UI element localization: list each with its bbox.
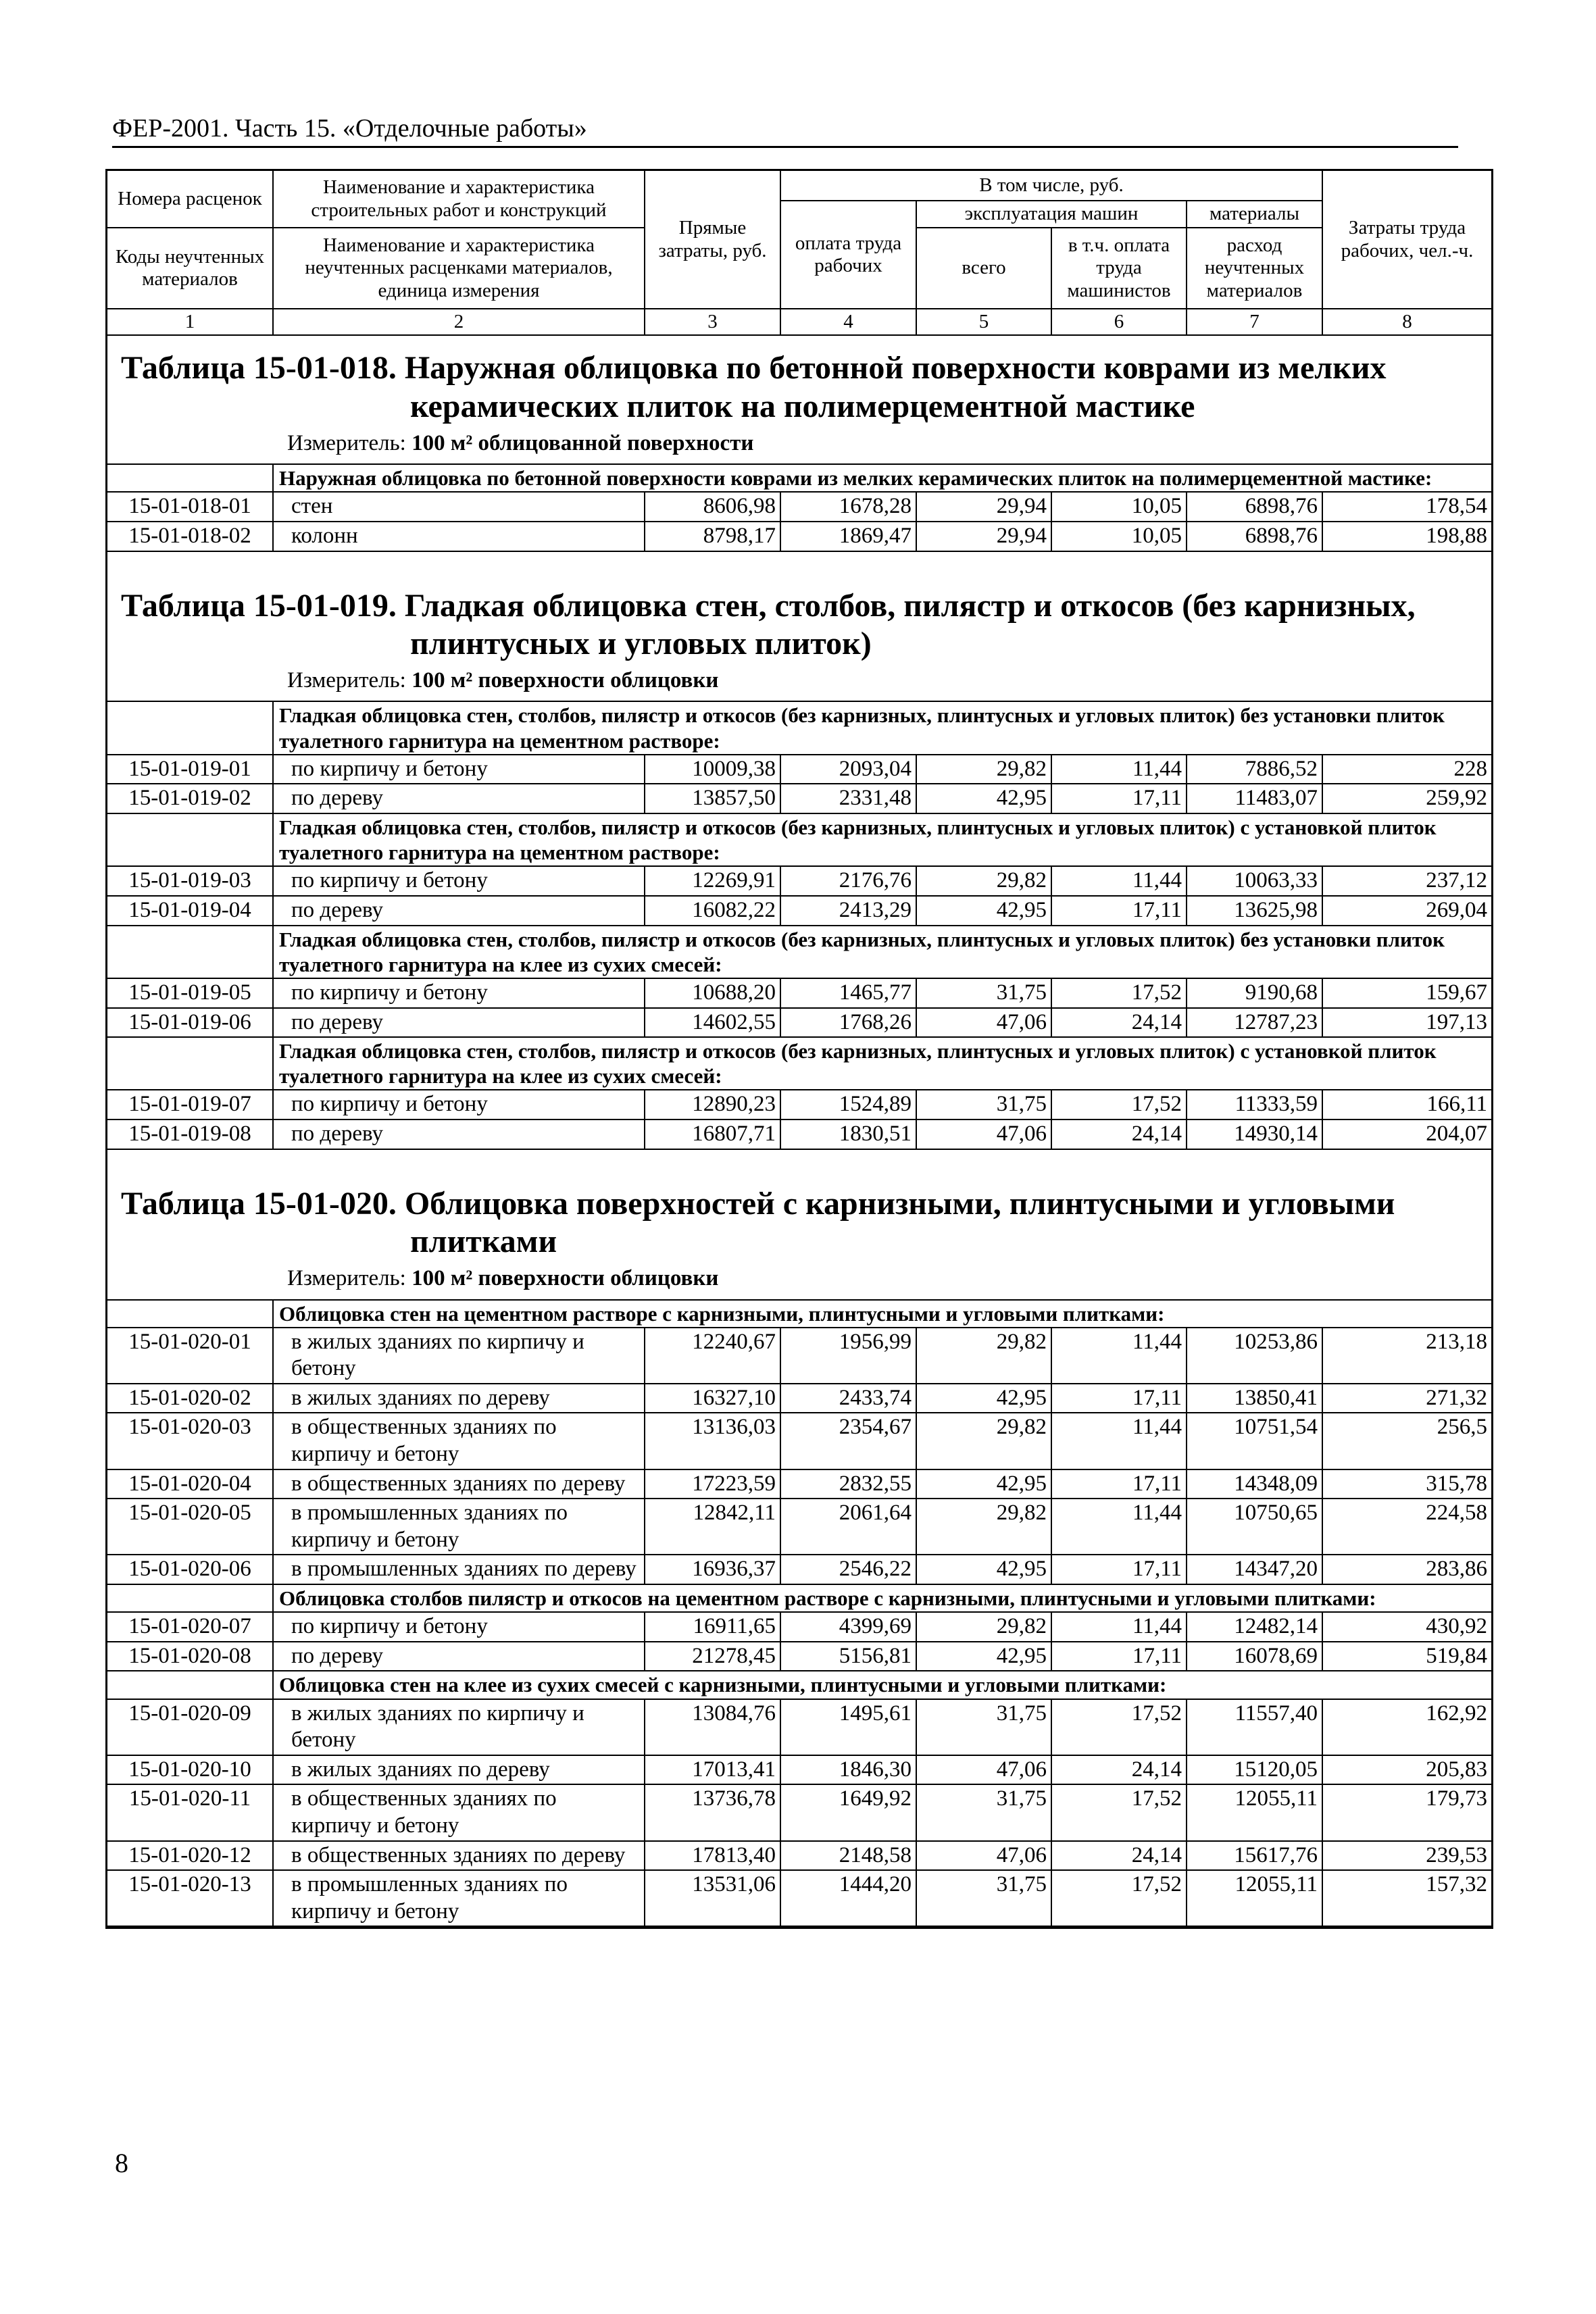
value-c6: 17,11 [1051, 1384, 1187, 1413]
value-c7: 14347,20 [1187, 1555, 1322, 1584]
group-row [107, 701, 1491, 754]
value-c8: 430,92 [1322, 1612, 1491, 1642]
table-row [107, 1090, 1491, 1120]
table-row [107, 1841, 1491, 1871]
col-header-worker-pay: оплата труда рабочих [780, 201, 916, 309]
value-c5: 42,95 [916, 1469, 1051, 1499]
value-c6: 24,14 [1051, 1755, 1187, 1785]
table-title [107, 349, 1491, 426]
value-c3: 14602,55 [645, 1008, 780, 1038]
value-c8: 283,86 [1322, 1555, 1491, 1584]
value-c5: 29,94 [916, 522, 1051, 551]
value-c5: 42,95 [916, 1642, 1051, 1671]
group-label: Наружная облицовка по бетонной поверхности коврами из мелких керамических плиток на полимерцементной мастике: [273, 464, 1491, 492]
table-title [107, 587, 1491, 663]
value-c8: 228 [1322, 755, 1491, 784]
rate-code: 15-01-020-08 [107, 1642, 273, 1671]
value-c7: 6898,76 [1187, 522, 1322, 551]
rate-code: 15-01-019-03 [107, 866, 273, 896]
table-row [107, 1784, 1491, 1840]
value-c3: 17813,40 [645, 1841, 780, 1871]
col-num-3: 3 [645, 309, 780, 335]
value-c5: 29,82 [916, 1413, 1051, 1469]
value-c3: 12269,91 [645, 866, 780, 896]
work-name: по дереву [273, 784, 645, 813]
value-c5: 42,95 [916, 784, 1051, 813]
value-c3: 8798,17 [645, 522, 780, 551]
rate-code: 15-01-020-02 [107, 1384, 273, 1413]
table-title-continuation: плитками [410, 1224, 557, 1260]
group-label: Гладкая облицовка стен, столбов, пилястр и откосов (без карнизных, плинтусных и угловых плиток) с установкой плиток туалетного гарнитура на клее из сухих смесей: [273, 1037, 1491, 1090]
value-c4: 2176,76 [780, 866, 916, 896]
group-row [107, 813, 1491, 866]
value-c7: 11483,07 [1187, 784, 1322, 813]
value-c6: 11,44 [1051, 1328, 1187, 1384]
value-c5: 42,95 [916, 896, 1051, 926]
value-c3: 17223,59 [645, 1469, 780, 1499]
table-row [107, 755, 1491, 784]
value-c6: 11,44 [1051, 866, 1187, 896]
table-row [107, 1699, 1491, 1755]
measure-unit: 100 м² поверхности облицовки [412, 1265, 719, 1290]
value-c8: 157,32 [1322, 1870, 1491, 1926]
col-num-4: 4 [780, 309, 916, 335]
value-c3: 12240,67 [645, 1328, 780, 1384]
work-name: по дереву [273, 1008, 645, 1038]
rates-document-frame [105, 169, 1493, 1929]
value-c8: 198,88 [1322, 522, 1491, 551]
rate-code: 15-01-020-07 [107, 1612, 273, 1642]
value-c3: 8606,98 [645, 492, 780, 522]
value-c8: 159,67 [1322, 978, 1491, 1008]
rate-code: 15-01-020-12 [107, 1841, 273, 1871]
value-c8: 259,92 [1322, 784, 1491, 813]
table-title-row [107, 574, 1491, 702]
value-c3: 13136,03 [645, 1413, 780, 1469]
value-c7: 14348,09 [1187, 1469, 1322, 1499]
value-c3: 10688,20 [645, 978, 780, 1008]
table-number: Таблица 15-01-019. [121, 587, 397, 624]
col-num-6: 6 [1051, 309, 1187, 335]
col-header-machines: эксплуатация машин [916, 201, 1187, 228]
measure-prefix: Измеритель: [287, 430, 406, 455]
value-c5: 31,75 [916, 1784, 1051, 1840]
group-label: Гладкая облицовка стен, столбов, пилястр и откосов (без карнизных, плинтусных и угловых плиток) без установки плиток туалетного гарнитура на клее из сухих смесей: [273, 926, 1491, 978]
value-c7: 10253,86 [1187, 1328, 1322, 1384]
value-c3: 16911,65 [645, 1612, 780, 1642]
value-c4: 2546,22 [780, 1555, 916, 1584]
value-c7: 15120,05 [1187, 1755, 1322, 1785]
table-row [107, 1870, 1491, 1926]
group-label: Облицовка стен на клее из сухих смесей с карнизными, плинтусными и угловыми плитками: [273, 1671, 1491, 1699]
value-c4: 2832,55 [780, 1469, 916, 1499]
table-gap [107, 551, 1491, 574]
rate-code: 15-01-019-01 [107, 755, 273, 784]
rate-code: 15-01-020-10 [107, 1755, 273, 1785]
table-number: Таблица 15-01-018. [121, 350, 397, 386]
col-header-including: В том числе, руб. [780, 171, 1322, 201]
value-c4: 2061,64 [780, 1499, 916, 1555]
value-c4: 2148,58 [780, 1841, 916, 1871]
table-row [107, 1612, 1491, 1642]
value-c8: 224,58 [1322, 1499, 1491, 1555]
work-name: в жилых зданиях по дереву [273, 1755, 645, 1785]
value-c5: 42,95 [916, 1555, 1051, 1584]
value-c4: 1768,26 [780, 1008, 916, 1038]
table-title-row [107, 336, 1491, 464]
value-c4: 2093,04 [780, 755, 916, 784]
table-number: Таблица 15-01-020. [121, 1185, 397, 1222]
value-c5: 29,82 [916, 866, 1051, 896]
value-c4: 2331,48 [780, 784, 916, 813]
value-c7: 7886,52 [1187, 755, 1322, 784]
work-name: в жилых зданиях по дереву [273, 1384, 645, 1413]
value-c7: 11557,40 [1187, 1699, 1322, 1755]
col-header-material-codes: Коды неучтенных материалов [107, 228, 273, 309]
table-row [107, 1120, 1491, 1149]
work-name: в общественных зданиях по дереву [273, 1469, 645, 1499]
value-c4: 4399,69 [780, 1612, 916, 1642]
rate-code: 15-01-019-04 [107, 896, 273, 926]
value-c4: 1869,47 [780, 522, 916, 551]
value-c7: 10751,54 [1187, 1413, 1322, 1469]
rate-code: 15-01-020-05 [107, 1499, 273, 1555]
work-name: по кирпичу и бетону [273, 1612, 645, 1642]
work-name: в промышленных зданиях по кирпичу и бетону [273, 1870, 645, 1926]
work-name: по дереву [273, 1642, 645, 1671]
value-c4: 5156,81 [780, 1642, 916, 1671]
table-gap [107, 1149, 1491, 1172]
value-c6: 24,14 [1051, 1120, 1187, 1149]
col-header-labor: Затраты труда рабочих, чел.-ч. [1322, 171, 1491, 309]
value-c3: 10009,38 [645, 755, 780, 784]
table-row [107, 492, 1491, 522]
value-c4: 1649,92 [780, 1784, 916, 1840]
work-name: колонн [273, 522, 645, 551]
value-c7: 12787,23 [1187, 1008, 1322, 1038]
value-c6: 17,11 [1051, 1555, 1187, 1584]
work-name: в жилых зданиях по кирпичу и бетону [273, 1328, 645, 1384]
value-c7: 10063,33 [1187, 866, 1322, 896]
value-c6: 11,44 [1051, 755, 1187, 784]
value-c7: 16078,69 [1187, 1642, 1322, 1671]
table-row [107, 1008, 1491, 1038]
value-c5: 31,75 [916, 1090, 1051, 1120]
table-title-text: Облицовка поверхностей с карнизными, плинтусными и угловыми [404, 1185, 1395, 1222]
value-c8: 237,12 [1322, 866, 1491, 896]
value-c3: 13084,76 [645, 1699, 780, 1755]
group-label: Облицовка стен на цементном растворе с карнизными, плинтусными и угловыми плитками: [273, 1300, 1491, 1328]
group-label: Облицовка столбов пилястр и откосов на цементном растворе с карнизными, плинтусными и угловыми плитками: [273, 1584, 1491, 1612]
value-c8: 204,07 [1322, 1120, 1491, 1149]
value-c4: 2433,74 [780, 1384, 916, 1413]
value-c8: 519,84 [1322, 1642, 1491, 1671]
value-c7: 15617,76 [1187, 1841, 1322, 1871]
value-c3: 16936,37 [645, 1555, 780, 1584]
work-name: по кирпичу и бетону [273, 866, 645, 896]
rate-code: 15-01-018-02 [107, 522, 273, 551]
work-name: стен [273, 492, 645, 522]
value-c6: 17,11 [1051, 1642, 1187, 1671]
value-c7: 12055,11 [1187, 1784, 1322, 1840]
rate-code: 15-01-019-02 [107, 784, 273, 813]
table-title-row [107, 1172, 1491, 1300]
value-c8: 178,54 [1322, 492, 1491, 522]
col-num-5: 5 [916, 309, 1051, 335]
value-c6: 24,14 [1051, 1841, 1187, 1871]
rate-code: 15-01-020-01 [107, 1328, 273, 1384]
value-c7: 6898,76 [1187, 492, 1322, 522]
measure-prefix: Измеритель: [287, 1265, 406, 1290]
table-row [107, 1384, 1491, 1413]
rate-code: 15-01-020-09 [107, 1699, 273, 1755]
value-c5: 31,75 [916, 978, 1051, 1008]
col-num-2: 2 [273, 309, 645, 335]
value-c4: 2413,29 [780, 896, 916, 926]
value-c5: 29,82 [916, 755, 1051, 784]
table-row [107, 1755, 1491, 1785]
value-c8: 213,18 [1322, 1328, 1491, 1384]
col-header-codes: Номера расценок [107, 171, 273, 228]
table-title-continuation: плинтусных и угловых плиток) [410, 626, 872, 662]
work-name: по кирпичу и бетону [273, 755, 645, 784]
value-c6: 17,11 [1051, 1469, 1187, 1499]
value-c6: 11,44 [1051, 1413, 1187, 1469]
value-c3: 16327,10 [645, 1384, 780, 1413]
measure-unit: 100 м² облицованной поверхности [412, 430, 754, 455]
value-c3: 12842,11 [645, 1499, 780, 1555]
work-name: по кирпичу и бетону [273, 1090, 645, 1120]
value-c8: 239,53 [1322, 1841, 1491, 1871]
value-c3: 21278,45 [645, 1642, 780, 1671]
table-row [107, 896, 1491, 926]
value-c5: 29,82 [916, 1612, 1051, 1642]
rate-code: 15-01-020-11 [107, 1784, 273, 1840]
value-c8: 166,11 [1322, 1090, 1491, 1120]
value-c5: 29,94 [916, 492, 1051, 522]
value-c3: 16807,71 [645, 1120, 780, 1149]
table-measure [107, 663, 1491, 699]
work-name: в общественных зданиях по кирпичу и бетону [273, 1413, 645, 1469]
group-label: Гладкая облицовка стен, столбов, пилястр и откосов (без карнизных, плинтусных и угловых плиток) с установкой плиток туалетного гарнитура на цементном растворе: [273, 813, 1491, 866]
value-c6: 24,14 [1051, 1008, 1187, 1038]
value-c6: 17,52 [1051, 1699, 1187, 1755]
rate-code: 15-01-019-05 [107, 978, 273, 1008]
table-title [107, 1185, 1491, 1261]
table-row [107, 866, 1491, 896]
table-row [107, 1499, 1491, 1555]
rates-body-table [107, 336, 1491, 1927]
col-header-material-use: расход неучтенных материалов [1187, 228, 1322, 309]
work-name: в жилых зданиях по кирпичу и бетону [273, 1699, 645, 1755]
col-header-work-name: Наименование и характеристика строительных работ и конструкций [273, 171, 645, 228]
page-header: ФЕР-2001. Часть 15. «Отделочные работы» [112, 114, 1458, 148]
table-measure [107, 426, 1491, 461]
value-c4: 2354,67 [780, 1413, 916, 1469]
value-c7: 14930,14 [1187, 1120, 1322, 1149]
value-c5: 47,06 [916, 1755, 1051, 1785]
group-label: Гладкая облицовка стен, столбов, пилястр и откосов (без карнизных, плинтусных и угловых плиток) без установки плиток туалетного гарнитура на цементном растворе: [273, 701, 1491, 754]
group-row [107, 1584, 1491, 1612]
value-c8: 162,92 [1322, 1699, 1491, 1755]
page-number: 8 [115, 2148, 128, 2178]
rate-code: 15-01-018-01 [107, 492, 273, 522]
value-c4: 1678,28 [780, 492, 916, 522]
value-c5: 29,82 [916, 1328, 1051, 1384]
value-c7: 13850,41 [1187, 1384, 1322, 1413]
value-c3: 17013,41 [645, 1755, 780, 1785]
value-c3: 13531,06 [645, 1870, 780, 1926]
value-c7: 10750,65 [1187, 1499, 1322, 1555]
value-c8: 197,13 [1322, 1008, 1491, 1038]
value-c5: 42,95 [916, 1384, 1051, 1413]
rate-code: 15-01-020-13 [107, 1870, 273, 1926]
table-title-continuation: керамических плиток на полимерцементной мастике [410, 388, 1195, 424]
value-c6: 11,44 [1051, 1612, 1187, 1642]
value-c4: 1956,99 [780, 1328, 916, 1384]
group-row [107, 1037, 1491, 1090]
col-num-1: 1 [107, 309, 273, 335]
value-c3: 16082,22 [645, 896, 780, 926]
value-c8: 269,04 [1322, 896, 1491, 926]
value-c8: 205,83 [1322, 1755, 1491, 1785]
value-c7: 12055,11 [1187, 1870, 1322, 1926]
measure-prefix: Измеритель: [287, 668, 406, 693]
value-c5: 29,82 [916, 1499, 1051, 1555]
value-c4: 1444,20 [780, 1870, 916, 1926]
value-c7: 11333,59 [1187, 1090, 1322, 1120]
table-row [107, 1469, 1491, 1499]
col-num-7: 7 [1187, 309, 1322, 335]
table-row [107, 978, 1491, 1008]
value-c5: 47,06 [916, 1120, 1051, 1149]
measure-unit: 100 м² поверхности облицовки [412, 668, 719, 693]
value-c7: 9190,68 [1187, 978, 1322, 1008]
work-name: в промышленных зданиях по кирпичу и бетону [273, 1499, 645, 1555]
value-c5: 47,06 [916, 1008, 1051, 1038]
value-c6: 11,44 [1051, 1499, 1187, 1555]
table-measure [107, 1261, 1491, 1297]
work-name: в промышленных зданиях по дереву [273, 1555, 645, 1584]
table-row [107, 522, 1491, 551]
value-c3: 12890,23 [645, 1090, 780, 1120]
table-row [107, 1642, 1491, 1671]
table-title-text: Наружная облицовка по бетонной поверхности коврами из мелких [404, 350, 1387, 386]
rate-code: 15-01-019-07 [107, 1090, 273, 1120]
value-c6: 17,11 [1051, 784, 1187, 813]
group-row [107, 1300, 1491, 1328]
table-row [107, 1555, 1491, 1584]
group-row [107, 1671, 1491, 1699]
value-c4: 1465,77 [780, 978, 916, 1008]
value-c5: 31,75 [916, 1870, 1051, 1926]
col-header-operator-pay: в т.ч. оплата труда машинистов [1051, 228, 1187, 309]
rate-code: 15-01-020-04 [107, 1469, 273, 1499]
value-c6: 17,52 [1051, 1870, 1187, 1926]
value-c4: 1495,61 [780, 1699, 916, 1755]
col-header-materials: материалы [1187, 201, 1322, 228]
value-c6: 10,05 [1051, 492, 1187, 522]
value-c3: 13857,50 [645, 784, 780, 813]
value-c5: 47,06 [916, 1841, 1051, 1871]
table-row [107, 784, 1491, 813]
work-name: в общественных зданиях по дереву [273, 1841, 645, 1871]
table-row [107, 1413, 1491, 1469]
value-c6: 17,52 [1051, 978, 1187, 1008]
value-c8: 256,5 [1322, 1413, 1491, 1469]
rate-code: 15-01-019-08 [107, 1120, 273, 1149]
value-c3: 13736,78 [645, 1784, 780, 1840]
value-c7: 12482,14 [1187, 1612, 1322, 1642]
work-name: по дереву [273, 896, 645, 926]
col-num-8: 8 [1322, 309, 1491, 335]
work-name: в общественных зданиях по кирпичу и бетону [273, 1784, 645, 1840]
value-c6: 17,11 [1051, 896, 1187, 926]
rate-code: 15-01-020-03 [107, 1413, 273, 1469]
rate-code: 15-01-020-06 [107, 1555, 273, 1584]
value-c8: 315,78 [1322, 1469, 1491, 1499]
col-header-material-name: Наименование и характеристика неучтенных расценками материалов, единица измерения [273, 228, 645, 309]
value-c4: 1846,30 [780, 1755, 916, 1785]
col-header-direct-costs: Прямые затраты, руб. [645, 171, 780, 309]
table-title-text: Гладкая облицовка стен, столбов, пилястр и откосов (без карнизных, [404, 587, 1416, 624]
column-header-table [107, 171, 1491, 336]
work-name: по дереву [273, 1120, 645, 1149]
group-row [107, 926, 1491, 978]
value-c6: 10,05 [1051, 522, 1187, 551]
work-name: по кирпичу и бетону [273, 978, 645, 1008]
value-c5: 31,75 [916, 1699, 1051, 1755]
rate-code: 15-01-019-06 [107, 1008, 273, 1038]
value-c7: 13625,98 [1187, 896, 1322, 926]
table-row [107, 1328, 1491, 1384]
value-c8: 179,73 [1322, 1784, 1491, 1840]
col-header-machines-total: всего [916, 228, 1051, 309]
value-c4: 1524,89 [780, 1090, 916, 1120]
value-c8: 271,32 [1322, 1384, 1491, 1413]
group-row [107, 464, 1491, 492]
value-c4: 1830,51 [780, 1120, 916, 1149]
value-c6: 17,52 [1051, 1090, 1187, 1120]
value-c6: 17,52 [1051, 1784, 1187, 1840]
